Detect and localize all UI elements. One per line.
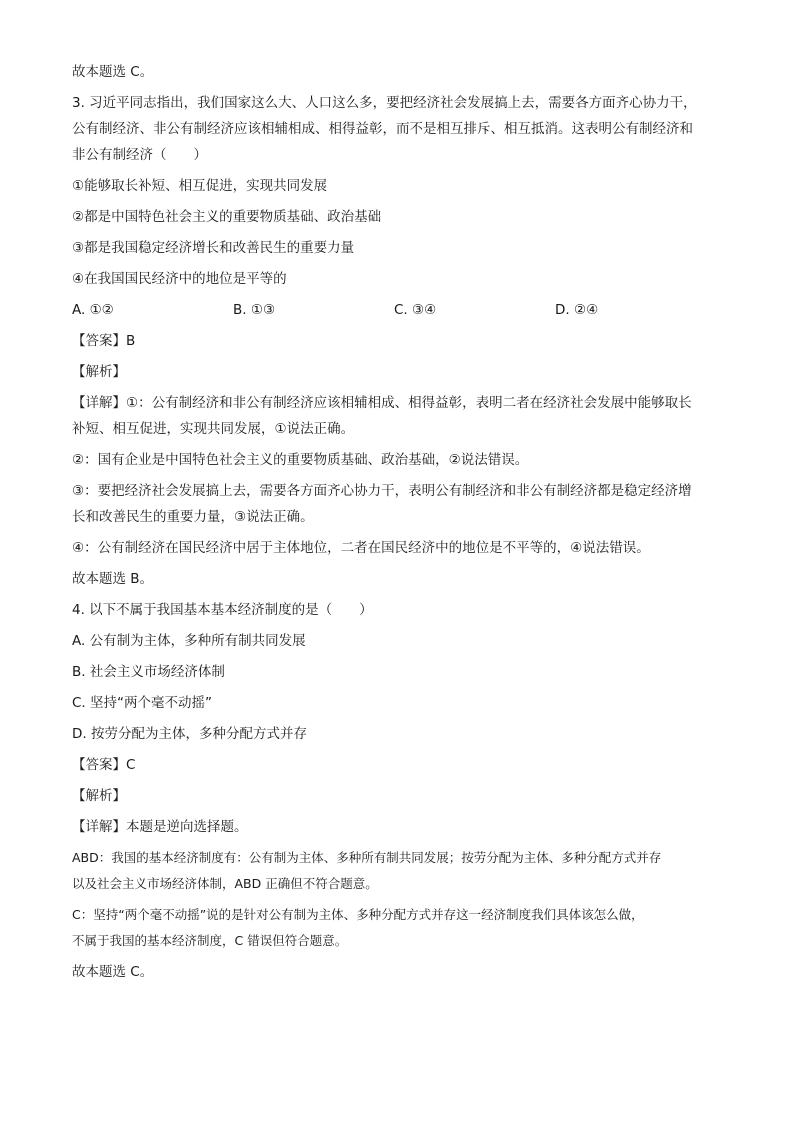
q3-statement-4: ④在我国国民经济中的地位是平等的 [72, 271, 287, 287]
q3-statement-1: ①能够取长补短、相互促进，实现共同发展 [72, 178, 328, 194]
q3-option-a: A. ①② [72, 302, 114, 318]
q4-analysis-label: 【解析】 [72, 788, 126, 804]
q3-detail-line-3: ②：国有企业是中国特色社会主义的重要物质基础、政治基础，②说法错误。 [72, 452, 529, 468]
q3-analysis-label: 【解析】 [72, 364, 126, 380]
q3-detail-line-4: ③：要把经济社会发展搞上去，需要各方面齐心协力干，表明公有制经济和非公有制经济都是稳定经济增 [72, 483, 692, 499]
q3-detail-line-5: 长和改善民生的重要力量，③说法正确。 [72, 509, 314, 525]
q4-option-d: D. 按劳分配为主体，多种分配方式并存 [72, 726, 307, 742]
q3-statement-3: ③都是我国稳定经济增长和改善民生的重要力量 [72, 240, 355, 256]
q3-option-d: D. ②④ [555, 302, 599, 318]
q4-option-a: A. 公有制为主体，多种所有制共同发展 [72, 633, 306, 649]
q4-detail-line-3: 以及社会主义市场经济体制，ABD 正确但不符合题意。 [72, 876, 378, 891]
q4-detail-line-4: C：坚持“两个毫不动摇”说的是针对公有制为主体、多种分配方式并存这一经济制度我们具体该怎么做， [72, 907, 644, 922]
q3-stem-line-1: 3. 习近平同志指出，我们国家这么大、人口这么多，要把经济社会发展搞上去，需要各方面齐心协力干， [72, 95, 697, 111]
document-page [72, 62, 722, 993]
q3-answer: 【答案】B [72, 333, 136, 349]
q4-option-c: C. 坚持“两个毫不动摇” [72, 695, 212, 711]
q3-detail-line-6: ④：公有制经济在国民经济中居于主体地位，二者在国民经济中的地位是不平等的，④说法错误。 [72, 540, 650, 556]
q4-stem: 4. 以下不属于我国基本基本经济制度的是（ ） [72, 602, 373, 618]
q4-conclusion: 故本题选 C。 [72, 964, 154, 980]
q3-detail-line-1: 【详解】①：公有制经济和非公有制经济应该相辅相成、相得益彰，表明二者在经济社会发展中能够取长 [72, 395, 692, 411]
q4-detail-line-1: 【详解】本题是逆向选择题。 [72, 819, 248, 835]
question-4 [72, 600, 722, 982]
q3-stem-line-3: 非公有制经济（ ） [72, 147, 207, 163]
q4-detail-line-2: ABD：我国的基本经济制度有：公有制为主体、多种所有制共同发展；按劳分配为主体、多种分配方式并存 [72, 850, 662, 865]
q3-options [72, 300, 722, 320]
q4-detail-line-5: 不属于我国的基本经济制度，C 错误但符合题意。 [72, 933, 348, 948]
q4-answer: 【答案】C [72, 757, 136, 773]
q2-conclusion: 故本题选 C。 [72, 64, 154, 80]
q4-option-b: B. 社会主义市场经济体制 [72, 664, 225, 680]
q3-stem-line-2: 公有制经济、非公有制经济应该相辅相成、相得益彰，而不是相互排斥、相互抵消。这表明公有制经济和 [72, 121, 693, 137]
q3-option-c: C. ③④ [394, 302, 437, 318]
q3-statement-2: ②都是中国特色社会主义的重要物质基础、政治基础 [72, 209, 382, 225]
q3-conclusion: 故本题选 B。 [72, 571, 154, 587]
question-3 [72, 93, 722, 589]
q3-option-b: B. ①③ [233, 302, 276, 318]
q3-detail-line-2: 补短、相互促进，实现共同发展，①说法正确。 [72, 421, 355, 437]
